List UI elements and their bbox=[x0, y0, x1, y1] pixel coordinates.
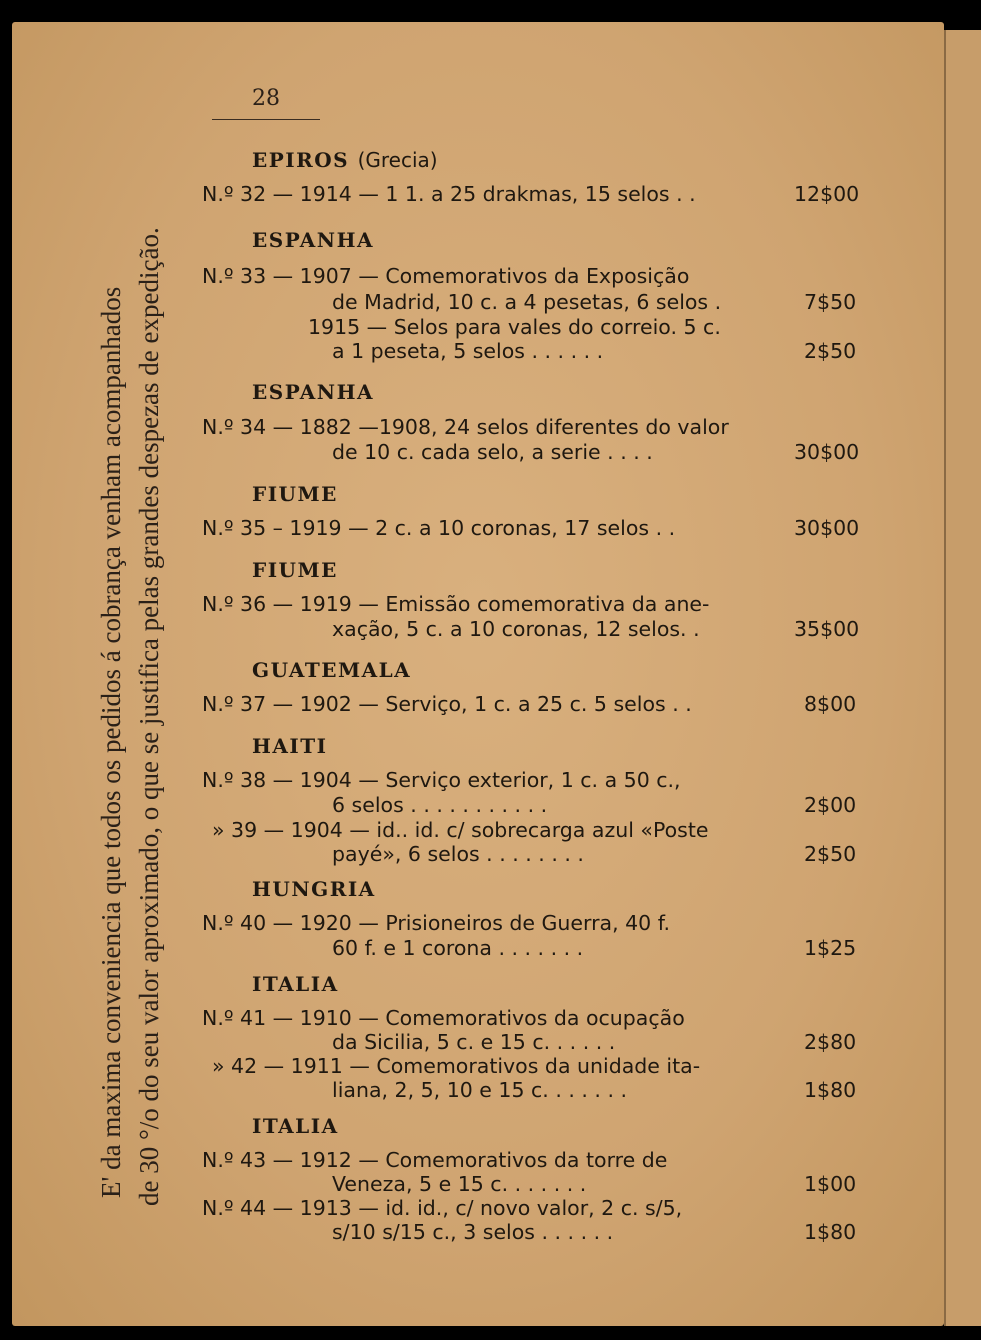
entry-price: 2$00 bbox=[804, 793, 857, 817]
entry-line: N.º 34 — 1882 —1908, 24 selos diferentes do valor bbox=[202, 415, 729, 439]
entry-line: N.º 43 — 1912 — Comemorativos da torre de bbox=[202, 1148, 668, 1172]
heading-espanha: ESPANHA bbox=[252, 228, 374, 252]
entry-price: 7$50 bbox=[804, 290, 857, 314]
entry-line: N.º 33 — 1907 — Comemorativos da Exposição bbox=[202, 264, 690, 288]
side-note-line-2: de 30 °/o do seu valor aproximado, o que se justifica pelas grandes despezas de expedição. bbox=[134, 227, 164, 1206]
entry-line: N.º 41 — 1910 — Comemorativos da ocupação bbox=[202, 1006, 685, 1030]
entry-line: liana, 2, 5, 10 e 15 c. . . . . . . bbox=[332, 1078, 628, 1102]
entry-price: 30$00 bbox=[794, 516, 860, 540]
heading-fiume: FIUME bbox=[252, 482, 338, 506]
entry-price: 1$80 bbox=[804, 1220, 857, 1244]
entry-line: de 10 c. cada selo, a serie . . . . bbox=[332, 440, 653, 464]
entry-price: 1$80 bbox=[804, 1078, 857, 1102]
heading-guatemala: GUATEMALA bbox=[252, 658, 412, 682]
heading-fiume: FIUME bbox=[252, 558, 338, 582]
heading-italia: ITALIA bbox=[252, 1114, 339, 1138]
entry-line: N.º 36 — 1919 — Emissão comemorativa da ane- bbox=[202, 592, 710, 616]
heading-italia: ITALIA bbox=[252, 972, 339, 996]
entry-line: 60 f. e 1 corona . . . . . . . bbox=[332, 936, 584, 960]
entry-line: 6 selos . . . . . . . . . . . bbox=[332, 793, 548, 817]
book-page bbox=[12, 22, 944, 1326]
entry-line: N.º 44 — 1913 — id. id., c/ novo valor, 2 c. s/5, bbox=[202, 1196, 683, 1220]
entry-line: N.º 32 — 1914 — 1 1. a 25 drakmas, 15 selos . . bbox=[202, 182, 696, 206]
entry-price: 2$50 bbox=[804, 842, 857, 866]
entry-price: 2$50 bbox=[804, 339, 857, 363]
entry-line: N.º 40 — 1920 — Prisioneiros de Guerra, 40 f. bbox=[202, 911, 670, 935]
entry-price: 1$00 bbox=[804, 1172, 857, 1196]
page-number-rule bbox=[212, 119, 320, 120]
entry-line: N.º 38 — 1904 — Serviço exterior, 1 c. a 50 c., bbox=[202, 768, 681, 792]
entry-line: payé», 6 selos . . . . . . . . bbox=[332, 842, 584, 866]
heading-hungria: HUNGRIA bbox=[252, 877, 376, 901]
entry-price: 2$80 bbox=[804, 1030, 857, 1054]
entry-line: xação, 5 c. a 10 coronas, 12 selos. . bbox=[332, 617, 700, 641]
entry-line: » 42 — 1911 — Comemorativos da unidade ita- bbox=[212, 1054, 701, 1078]
entry-line: » 39 — 1904 — id.. id. c/ sobrecarga azul «Poste bbox=[212, 818, 709, 842]
heading-espanha: ESPANHA bbox=[252, 380, 374, 404]
entry-line: 1915 — Selos para vales do correio. 5 c. bbox=[308, 315, 721, 339]
entry-price: 30$00 bbox=[794, 440, 860, 464]
entry-price: 1$25 bbox=[804, 936, 857, 960]
side-note-line-1: E' da maxima conveniencia que todos os pedidos á cobrança venham acompanhados bbox=[96, 286, 126, 1198]
entry-line: da Sicilia, 5 c. e 15 c. . . . . . bbox=[332, 1030, 616, 1054]
entry-price: 35$00 bbox=[794, 617, 860, 641]
heading-haiti: HAITI bbox=[252, 734, 328, 758]
entry-line: Veneza, 5 e 15 c. . . . . . . bbox=[332, 1172, 587, 1196]
heading-epiros: EPIROS (Grecia) bbox=[252, 148, 438, 172]
adjacent-page-edge bbox=[944, 30, 981, 1326]
entry-line: N.º 35 – 1919 — 2 c. a 10 coronas, 17 selos . . bbox=[202, 516, 676, 540]
entry-line: N.º 37 — 1902 — Serviço, 1 c. a 25 c. 5 selos . . bbox=[202, 692, 692, 716]
entry-price: 12$00 bbox=[794, 182, 860, 206]
entry-line: a 1 peseta, 5 selos . . . . . . bbox=[332, 339, 604, 363]
entry-line: de Madrid, 10 c. a 4 pesetas, 6 selos . bbox=[332, 290, 722, 314]
entry-line: s/10 s/15 c., 3 selos . . . . . . bbox=[332, 1220, 614, 1244]
page-number: 28 bbox=[252, 86, 280, 111]
entry-price: 8$00 bbox=[804, 692, 857, 716]
